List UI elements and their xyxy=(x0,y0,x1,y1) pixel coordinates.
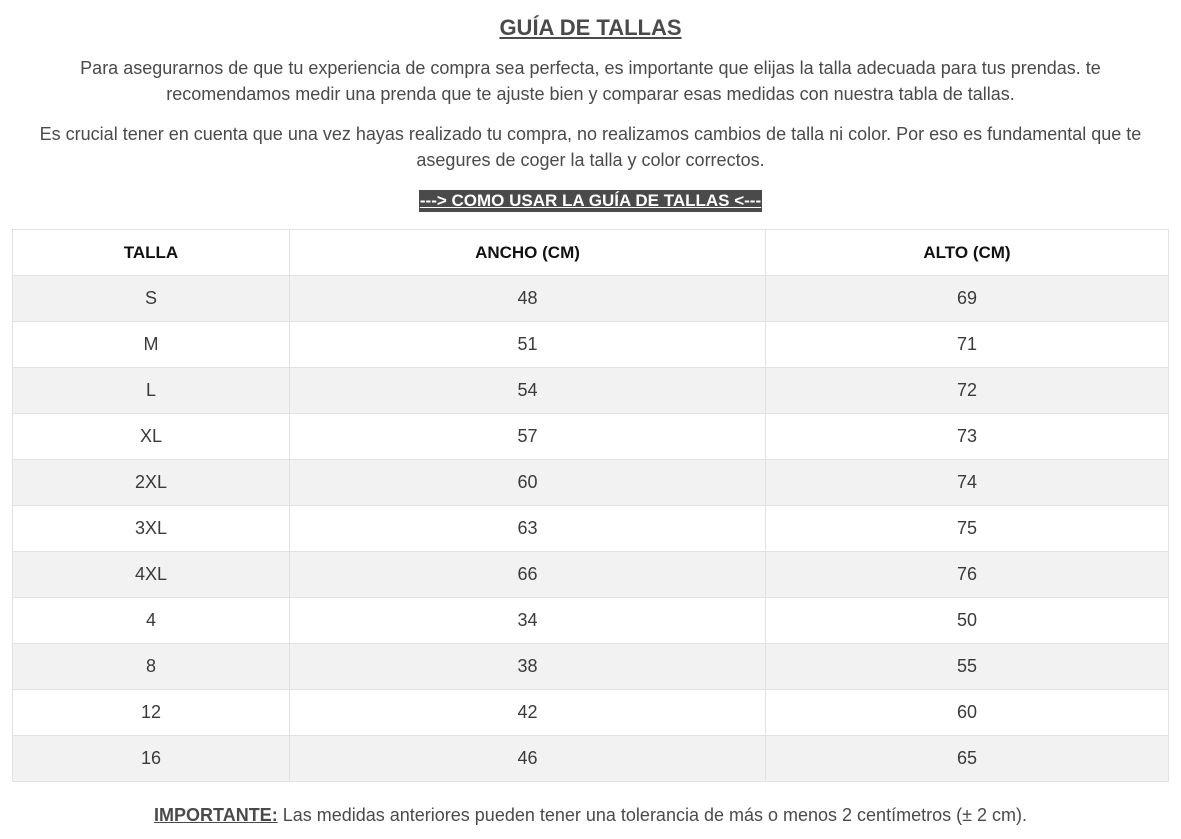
page-title: GUÍA DE TALLAS xyxy=(499,15,682,40)
how-to-use-guide-link[interactable]: ---> COMO USAR LA GUÍA DE TALLAS <--- xyxy=(419,191,762,210)
table-header-row xyxy=(13,230,1169,276)
cell-height: 60 xyxy=(766,690,1169,736)
cell-width: 51 xyxy=(290,322,766,368)
cell-width: 38 xyxy=(290,644,766,690)
cell-size: XL xyxy=(13,414,290,460)
cell-height: 76 xyxy=(766,552,1169,598)
header-ancho: ANCHO (CM) xyxy=(290,230,766,276)
cell-size: 4XL xyxy=(13,552,290,598)
cell-size: S xyxy=(13,276,290,322)
table-row xyxy=(13,368,1169,414)
cell-height: 55 xyxy=(766,644,1169,690)
table-row xyxy=(13,414,1169,460)
table-row xyxy=(13,690,1169,736)
cell-height: 69 xyxy=(766,276,1169,322)
cell-width: 57 xyxy=(290,414,766,460)
cell-width: 60 xyxy=(290,460,766,506)
cell-size: 12 xyxy=(13,690,290,736)
cell-height: 73 xyxy=(766,414,1169,460)
cell-width: 54 xyxy=(290,368,766,414)
table-row xyxy=(13,598,1169,644)
size-table xyxy=(12,229,1169,782)
cell-size: 2XL xyxy=(13,460,290,506)
header-talla: TALLA xyxy=(13,230,290,276)
cell-width: 42 xyxy=(290,690,766,736)
cell-size: 8 xyxy=(13,644,290,690)
cell-width: 63 xyxy=(290,506,766,552)
header-alto: ALTO (CM) xyxy=(766,230,1169,276)
footnote-label: IMPORTANTE: xyxy=(154,805,278,825)
cell-height: 75 xyxy=(766,506,1169,552)
intro-paragraph-1: Para asegurarnos de que tu experiencia de compra sea perfecta, es importante que elijas la talla adecuada para tus prendas. te recomendamos medir una prenda que te ajuste bien y comparar esas medidas con nuestra tabla de tallas. xyxy=(80,58,1101,104)
intro-paragraph-2: Es crucial tener en cuenta que una vez hayas realizado tu compra, no realizamos cambios de talla ni color. Por eso es fundamental que te asegures de coger la talla y color correctos. xyxy=(39,124,1142,170)
cell-size: M xyxy=(13,322,290,368)
guide-link-container xyxy=(0,190,1181,212)
table-row xyxy=(13,460,1169,506)
table-row xyxy=(13,322,1169,368)
cell-height: 65 xyxy=(766,736,1169,782)
footnote-text: Las medidas anteriores pueden tener una tolerancia de más o menos 2 centímetros (± 2 cm). xyxy=(277,805,1027,825)
table-row xyxy=(13,736,1169,782)
cell-size: 3XL xyxy=(13,506,290,552)
table-row xyxy=(13,506,1169,552)
table-row xyxy=(13,276,1169,322)
cell-size: 4 xyxy=(13,598,290,644)
cell-size: L xyxy=(13,368,290,414)
table-row xyxy=(13,552,1169,598)
cell-width: 66 xyxy=(290,552,766,598)
table-row xyxy=(13,644,1169,690)
cell-width: 48 xyxy=(290,276,766,322)
cell-height: 50 xyxy=(766,598,1169,644)
cell-size: 16 xyxy=(13,736,290,782)
cell-height: 74 xyxy=(766,460,1169,506)
cell-width: 46 xyxy=(290,736,766,782)
tolerance-footnote xyxy=(0,803,1181,827)
cell-width: 34 xyxy=(290,598,766,644)
cell-height: 72 xyxy=(766,368,1169,414)
cell-height: 71 xyxy=(766,322,1169,368)
